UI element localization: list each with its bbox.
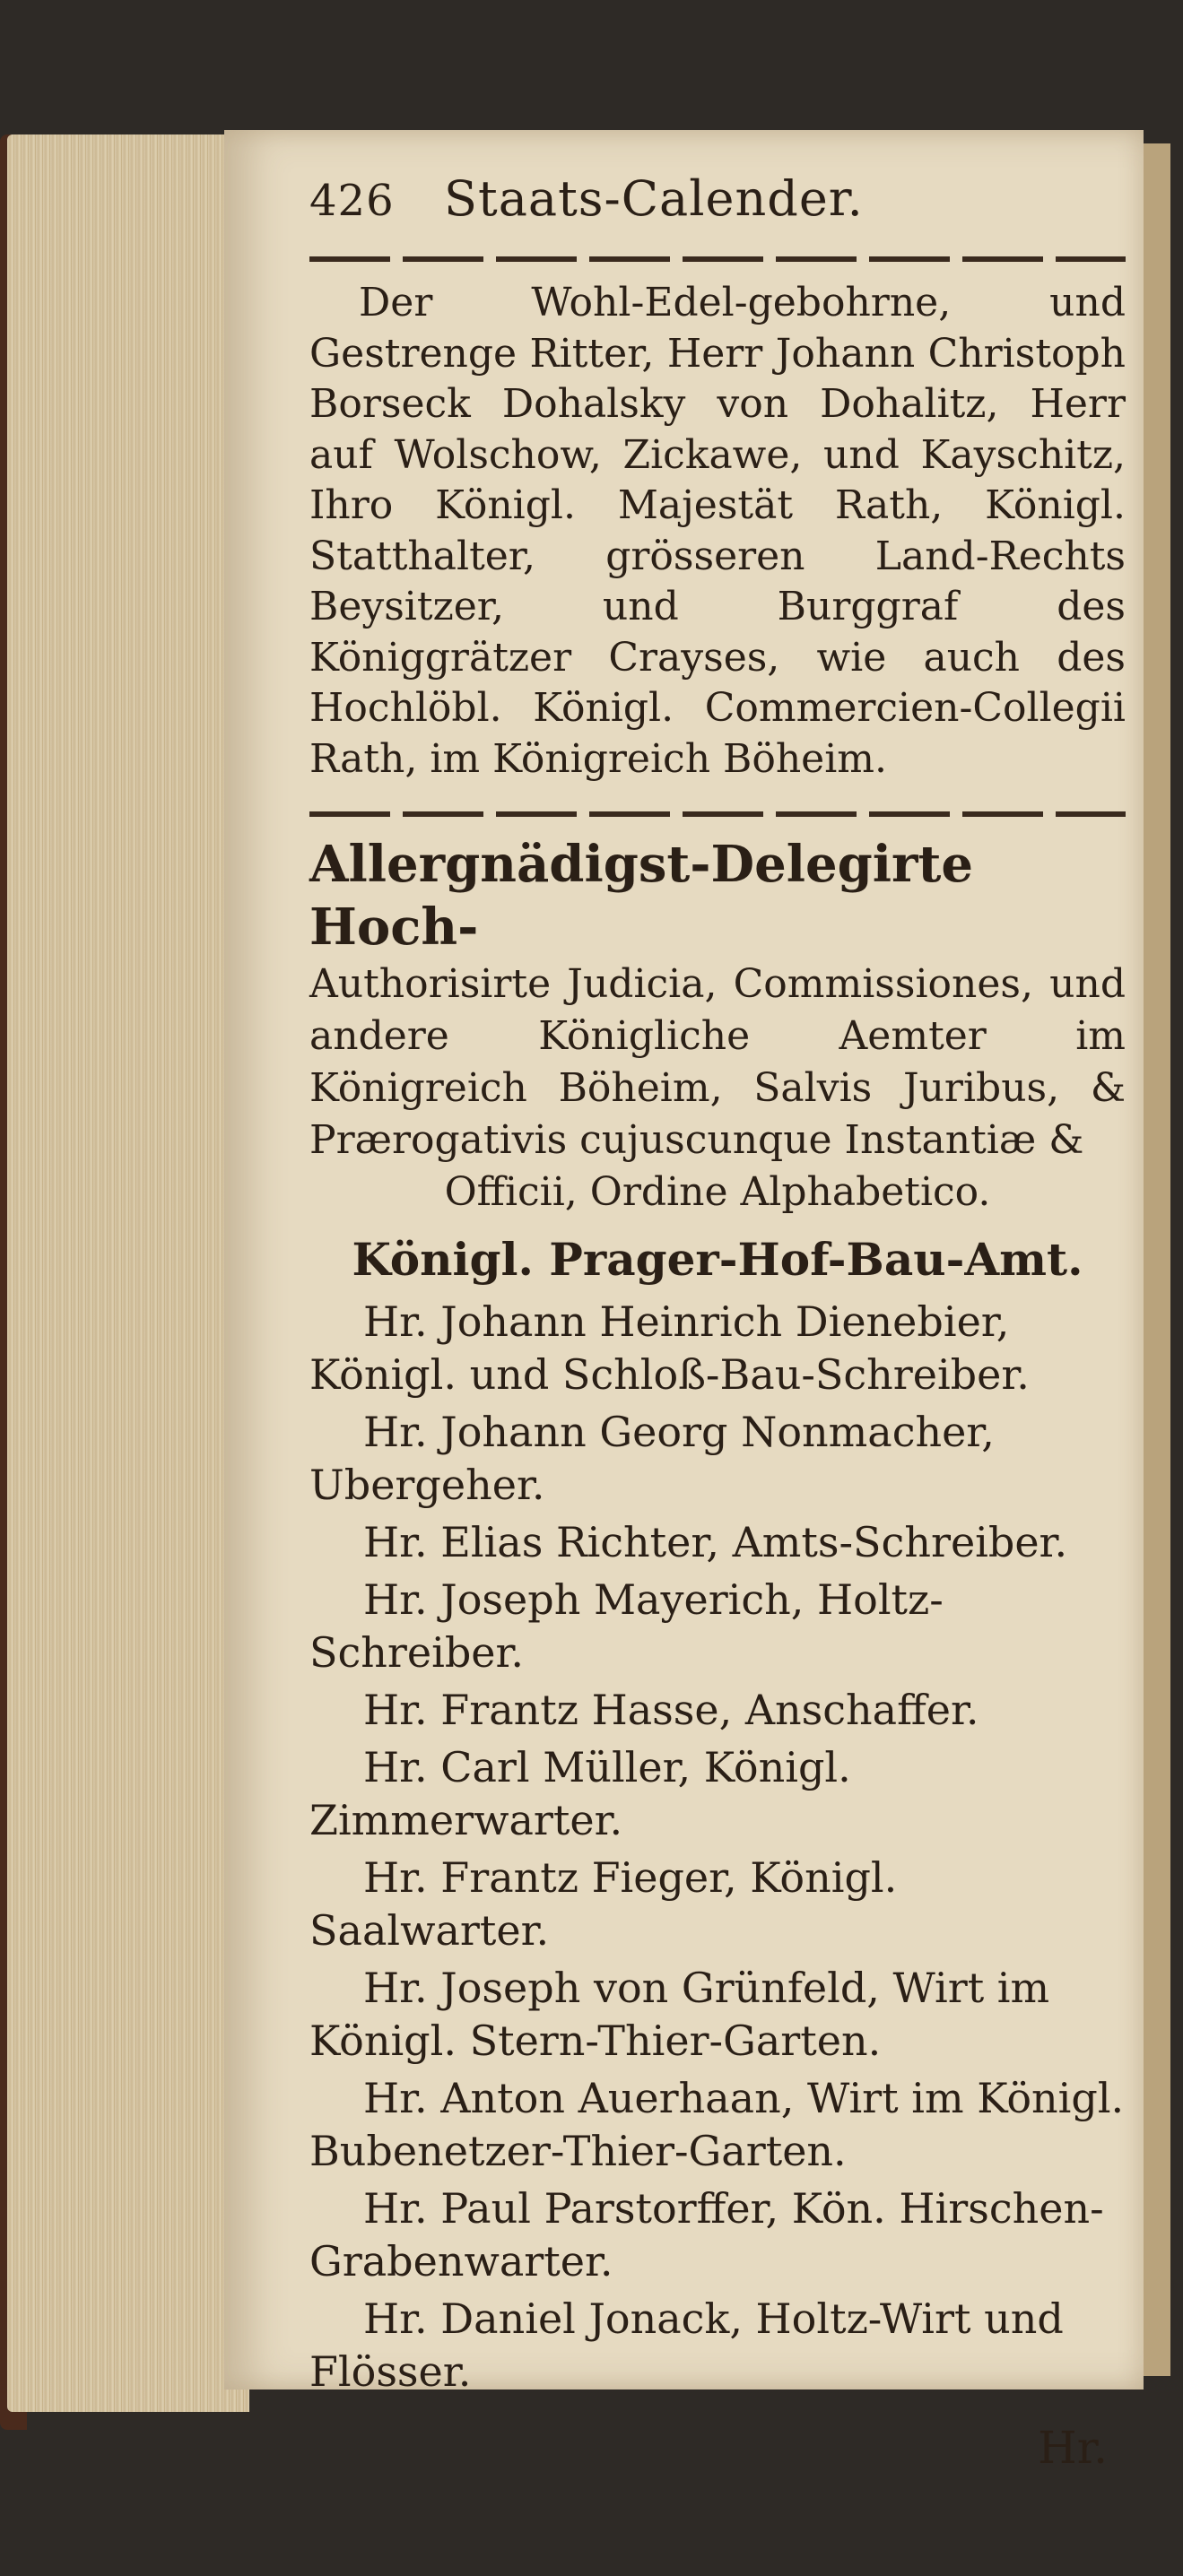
section-body: Authorisirte Judicia, Commissiones, und andere Königliche Aemter im Königreich Böheim, Salvis Juribus, & Prærogativis cujuscunque Instantiæ & <box>309 961 1126 1163</box>
office-entry: Hr. Johann Georg Nonmacher, Ubergeher. <box>309 1408 995 1509</box>
catchword: Hr. <box>1038 2422 1108 2474</box>
page-right-edge <box>1144 143 1170 2376</box>
office-entry: Hr. Frantz Hasse, Anschaffer. <box>363 1686 979 1734</box>
running-title: Staats-Calender. <box>444 170 864 227</box>
office-entry: Hr. Johann Heinrich Dienebier, Königl. und Schloß-Bau-Schreiber. <box>309 1297 1030 1399</box>
intro-paragraph: Der Wohl-Edel-gebohrne, und Gestrenge Ritter, Herr Johann Christoph Borseck Dohalsky von Dohalitz, Herr auf Wolschow, Zickawe, und Kayschitz, Ihro Königl. Majestät Rath, Königl. Statthalter, grösseren Land-Rechts Beysitzer, und Burggraf des Königgrätzer Crayses, wie auch des Hochlöbl. Königl. Commercien-Collegii Rath, im Königreich Böheim. <box>309 280 1126 782</box>
page-content <box>309 170 1126 2474</box>
header-rule <box>309 256 1126 262</box>
office-entries <box>309 1296 1126 2398</box>
office-entry: Hr. Carl Müller, Königl. Zimmerwarter. <box>309 1743 851 1844</box>
section-tail: Officii, Ordine Alphabetico. <box>444 1169 991 1215</box>
office-title: Königl. Prager-Hof-Bau-Amt. <box>352 1233 1083 1286</box>
office-entry: Hr. Daniel Jonack, Holtz-Wirt und Flösser. <box>309 2294 1064 2396</box>
office-entry: Hr. Frantz Fieger, Königl. Saalwarter. <box>309 1853 898 1955</box>
office-entry: Hr. Joseph von Grünfeld, Wirt im Königl. Stern-Thier-Garten. <box>309 1964 1050 2065</box>
page-number: 426 <box>309 176 395 226</box>
section-title: Allergnädigst-Delegirte Hoch- <box>309 835 974 957</box>
office-entry: Hr. Anton Auerhaan, Wirt im Königl. Bubenetzer-Thier-Garten. <box>309 2074 1125 2175</box>
page-stack-edge <box>7 134 249 2412</box>
section-rule <box>309 811 1126 817</box>
office-entry: Hr. Paul Parstorffer, Kön. Hirschen-Grabenwarter. <box>309 2184 1104 2285</box>
office-entry: Hr. Elias Richter, Amts-Schreiber. <box>363 1518 1068 1566</box>
office-entry: Hr. Joseph Mayerich, Holtz-Schreiber. <box>309 1575 944 1677</box>
page-header <box>309 170 1126 251</box>
